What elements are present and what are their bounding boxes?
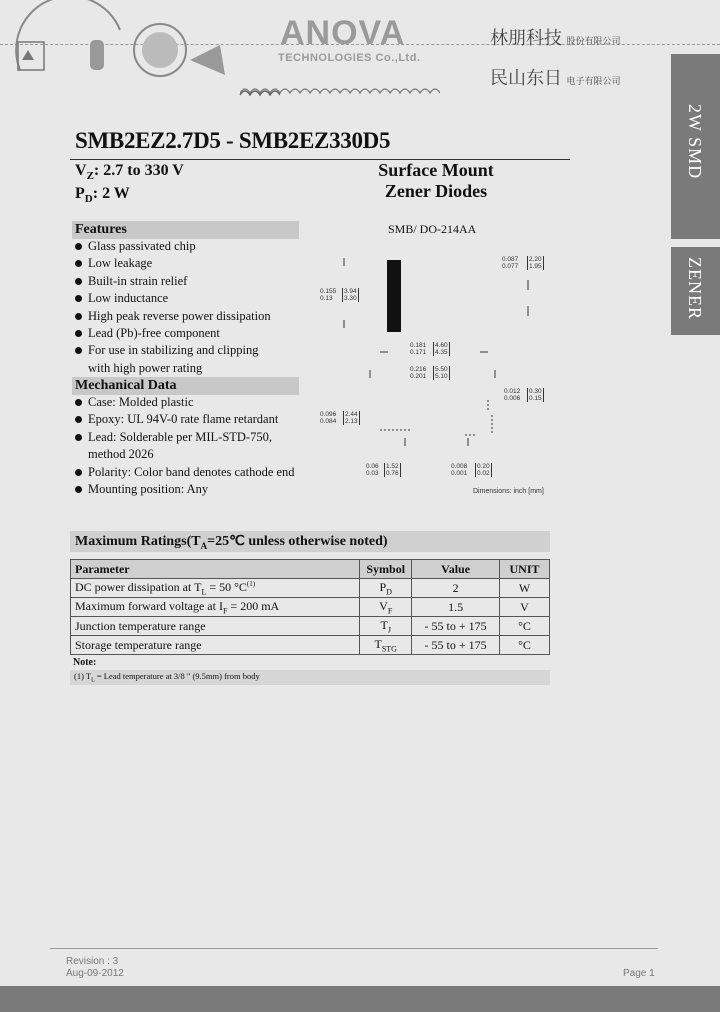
- param-text: Maximum forward voltage at I: [75, 598, 223, 613]
- dim-d1-mm: [527, 256, 544, 270]
- dim-d3-mm: [433, 342, 450, 356]
- bullet-icon: [75, 295, 82, 302]
- side-tab-zener: [671, 247, 720, 335]
- column-header: Symbol: [360, 560, 412, 579]
- symbol-sub: STG: [381, 644, 397, 654]
- footer-page: Page 1: [623, 968, 655, 979]
- dim-mm: 0.20 0.02: [477, 463, 490, 477]
- dim-d3: [410, 342, 426, 356]
- dim-inch: 0.087 0.077: [502, 256, 519, 270]
- dim-inch: 0.008 0.001: [451, 463, 468, 477]
- footer-rule: [50, 948, 658, 949]
- features-heading: Features: [72, 221, 299, 239]
- symbol-cell: [360, 598, 412, 617]
- column-header: Parameter: [71, 560, 360, 579]
- list-item-text: Built-in strain relief: [88, 273, 188, 288]
- list-item-text: with high power rating: [88, 360, 203, 375]
- table-row: [71, 579, 550, 598]
- bullet-icon: [75, 243, 82, 250]
- list-item: [74, 342, 271, 359]
- symbol-cell: [360, 636, 412, 655]
- footer-revision: Revision : 3: [66, 956, 119, 967]
- list-item-text: For use in stabilizing and clipping: [88, 343, 259, 358]
- table-row: [71, 598, 550, 617]
- dim-d6-mm: [343, 411, 360, 425]
- company-subtitle: TECHNOLOGIES Co.,Ltd.: [278, 52, 421, 64]
- dimensions-note: Dimensions: inch [mm]: [473, 488, 544, 495]
- note-label: Note:: [73, 657, 97, 668]
- chinese-company-2: [490, 64, 621, 90]
- chinese-company-2-main: 民山东日: [490, 68, 562, 88]
- dim-mm: 5.50 5.10: [435, 366, 448, 380]
- value-cell: 2: [412, 579, 500, 598]
- package-label: SMB/ DO-214AA: [388, 222, 477, 236]
- bullet-icon: [75, 347, 82, 354]
- vz-spec: [75, 162, 184, 182]
- symbol-text: V: [379, 598, 388, 613]
- dim-inch: 0.155 0.13: [320, 288, 337, 302]
- subtitle-line1: Surface Mount: [378, 160, 494, 180]
- list-item-text: Low inductance: [88, 291, 169, 306]
- bullet-icon: [75, 486, 82, 493]
- list-item-text: Lead (Pb)-free component: [88, 326, 220, 341]
- param-text: Storage temperature range: [75, 637, 202, 652]
- dim-d7-mm: [384, 463, 401, 477]
- features-list: [74, 238, 271, 377]
- list-item: [74, 238, 271, 255]
- dim-d4-mm: [433, 366, 450, 380]
- value-cell: 1.5: [412, 598, 500, 617]
- bullet-icon: [75, 330, 82, 337]
- pd-symbol: P: [75, 185, 85, 202]
- list-item-text: Mounting position: Any: [88, 482, 209, 497]
- list-item: [74, 394, 295, 411]
- footer-date: Aug-09-2012: [66, 968, 124, 979]
- list-item-text: High peak reverse power dissipation: [88, 308, 271, 323]
- pd-value: : 2 W: [92, 185, 130, 202]
- bullet-icon: [75, 260, 82, 267]
- dim-inch: 0.181 0.171: [410, 342, 427, 356]
- ratings-heading: [70, 531, 550, 552]
- chinese-company-2-small: 电子有限公司: [566, 76, 621, 86]
- param-cell: [71, 598, 360, 617]
- dim-d8: [451, 463, 467, 477]
- dim-mm: 2.20 1.95: [529, 256, 542, 270]
- column-header: UNIT: [500, 560, 550, 579]
- dim-inch: 0.012 0.006: [504, 388, 521, 402]
- mechanical-list: [74, 394, 295, 498]
- ratings-heading-rest: =25℃ unless otherwise noted): [207, 534, 388, 549]
- dim-mm: 3.94 3.30: [344, 288, 357, 302]
- chinese-company-1: [490, 24, 621, 50]
- pd-subscript: D: [84, 193, 93, 206]
- dim-d2-mm: [342, 288, 359, 302]
- list-item: [74, 255, 271, 272]
- ratings-heading-main: Maximum Ratings(T: [75, 534, 201, 549]
- dim-inch: 0.06 0.03: [366, 463, 379, 477]
- bullet-icon: [75, 399, 82, 406]
- list-item: [74, 290, 271, 307]
- note-text: [70, 670, 550, 685]
- unit-cell: °C: [500, 617, 550, 636]
- param-sub: F: [222, 606, 228, 616]
- dim-mm: 4.60 4.35: [435, 342, 448, 356]
- value-cell: - 55 to + 175: [412, 617, 500, 636]
- vz-symbol: V: [75, 162, 87, 179]
- table-header-row: [71, 560, 550, 579]
- list-item: [74, 429, 295, 446]
- list-item: [74, 464, 295, 481]
- list-item-text: method 2026: [88, 447, 154, 462]
- dim-d8-mm: [475, 463, 492, 477]
- mechanical-heading: Mechanical Data: [72, 377, 299, 395]
- list-item: [74, 308, 271, 325]
- note-text-main: (1) T: [74, 671, 92, 681]
- symbol-text: T: [374, 636, 382, 651]
- list-item-text: Glass passivated chip: [88, 239, 196, 253]
- dim-d2: [320, 288, 336, 302]
- ratings-heading-sub: A: [200, 540, 208, 551]
- vz-value: : 2.7 to 330 V: [93, 162, 184, 179]
- dim-mm: 2.44 2.13: [345, 411, 358, 425]
- param-rest: = 50 °C: [206, 579, 247, 594]
- side-tab-zener-label: ZENER: [685, 257, 705, 320]
- dim-d5: [504, 388, 520, 402]
- bottom-bar: [0, 986, 720, 1012]
- dim-d5-mm: [527, 388, 544, 402]
- company-logo-text: ANOVA: [280, 14, 406, 52]
- chinese-company-1-small: 股份有限公司: [566, 36, 621, 46]
- bullet-icon: [75, 278, 82, 285]
- spring-graphic: [240, 86, 440, 100]
- note-text-rest: = Lead temperature at 3/8 " (9.5mm) from body: [94, 671, 260, 681]
- param-rest: = 200 mA: [227, 598, 280, 613]
- param-text: Junction temperature range: [75, 618, 206, 633]
- list-item-text: Polarity: Color band denotes cathode end: [88, 464, 295, 479]
- symbol-sub: J: [387, 625, 391, 635]
- pd-spec: [75, 185, 130, 205]
- unit-cell: W: [500, 579, 550, 598]
- dim-d1: [502, 256, 518, 270]
- dim-mm: 1.52 0.76: [386, 463, 399, 477]
- chinese-company-1-main: 林朋科技: [490, 28, 562, 48]
- bullet-icon: [75, 469, 82, 476]
- ratings-table: [70, 559, 550, 655]
- list-item: [74, 325, 271, 342]
- param-cell: [71, 617, 360, 636]
- list-item-text: Lead: Solderable per MIL-STD-750,: [88, 429, 272, 444]
- dim-mm: 0.30 0.15: [529, 388, 542, 402]
- column-header: Value: [412, 560, 500, 579]
- dim-d6: [320, 411, 336, 425]
- symbol-sub: D: [386, 587, 392, 597]
- side-tab-2w-smd-label: 2W SMD: [685, 104, 705, 180]
- product-subtitle: [351, 160, 521, 202]
- bullet-icon: [75, 313, 82, 320]
- list-item-text: Epoxy: UL 94V-0 rate flame retardant: [88, 412, 279, 427]
- list-item-continuation: [74, 360, 271, 377]
- list-item-text: Low leakage: [88, 256, 153, 271]
- param-sup: (1): [246, 579, 256, 588]
- param-cell: [71, 579, 360, 598]
- list-item: [74, 411, 295, 428]
- table-row: [71, 617, 550, 636]
- side-tab-2w-smd: [671, 54, 720, 239]
- table-row: [71, 636, 550, 655]
- symbol-text: P: [379, 579, 387, 594]
- unit-cell: V: [500, 598, 550, 617]
- dim-inch: 0.216 0.201: [410, 366, 427, 380]
- list-item-text: Case: Molded plastic: [88, 395, 194, 409]
- symbol-text: T: [380, 617, 388, 632]
- unit-cell: °C: [500, 636, 550, 655]
- list-item: [74, 273, 271, 290]
- symbol-cell: [360, 579, 412, 598]
- vz-subscript: Z: [86, 170, 94, 183]
- document-title: SMB2EZ2.7D5 - SMB2EZ330D5: [75, 128, 391, 153]
- param-text: DC power dissipation at T: [75, 579, 202, 594]
- note-text-sub: L: [91, 677, 95, 684]
- symbol-cell: [360, 617, 412, 636]
- param-cell: [71, 636, 360, 655]
- bullet-icon: [75, 434, 82, 441]
- value-cell: - 55 to + 175: [412, 636, 500, 655]
- logo-graphic: [0, 0, 280, 100]
- bullet-icon: [75, 416, 82, 423]
- list-item: [74, 481, 295, 498]
- symbol-sub: F: [387, 606, 393, 616]
- dim-d7: [366, 463, 379, 477]
- list-item-continuation: [74, 446, 295, 463]
- subtitle-line2: Zener Diodes: [384, 181, 488, 201]
- dim-d4: [410, 366, 426, 380]
- param-sub: L: [201, 587, 207, 597]
- dim-inch: 0.096 0.084: [320, 411, 337, 425]
